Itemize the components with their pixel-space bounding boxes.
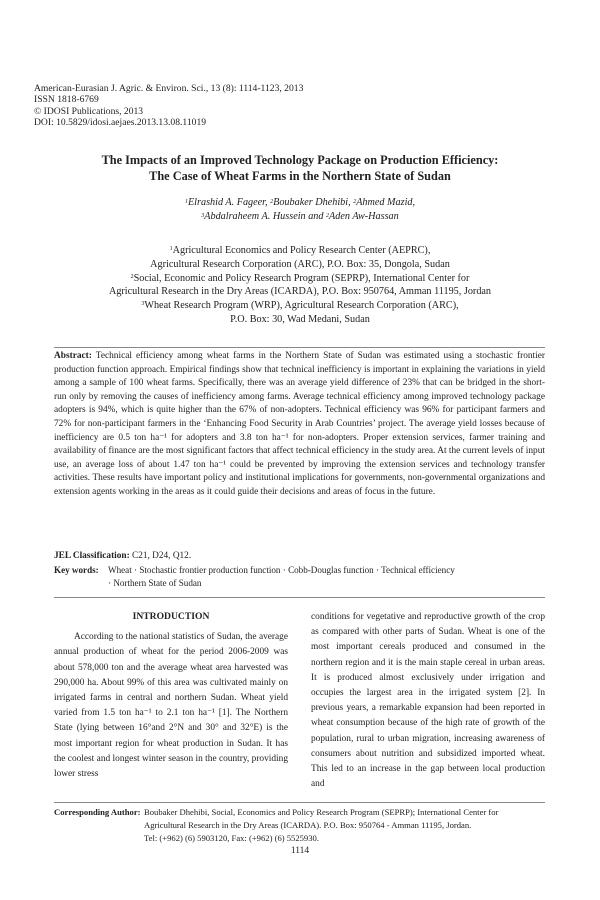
affiliation-line	[40, 285, 560, 299]
title-line-1: The Impacts of an Improved Technology Package on Production Efficiency:	[101, 153, 499, 167]
copyright: © IDOSI Publications, 2013	[34, 105, 144, 117]
affil-mark: 2	[130, 273, 134, 280]
keyword: Cobb-Douglas function	[288, 565, 374, 575]
keyword-separator: ·	[373, 565, 382, 575]
affiliation-line	[40, 272, 560, 286]
abstract-text: Technical efficiency among wheat farms in the Northern State of Sudan was estimated using a stochastic frontier production function approach. Empirical findings show that technical inefficiency is important in explaining the variations in yield among a sample of 100 wheat farms. Specifically, there was an average yield difference of 23% that can be bridged in the short-run only by removing the causes of inefficiency among farms. Average technical efficiency among improved technology package adopters is 94%, which is quite higher than the 67% of non-adopters. Technical efficiency was 96% for participant farmers and 72% for non-participant farmers in the ‘Enhancing Food Security in Arab Countries’ project. The average yield losses because of inefficiency are 0.5 ton ha⁻¹ for adopters and 3.8 ton ha⁻¹ for non-adopters. Proper extension services, farmer training and availability of finance are the most significant factors that affect technical efficiency in the study area. At the current levels of input use, an average loss of about 1.47 ton ha⁻¹ could be prevented by improving the extension services and technology transfer activities. These results have important policy and institutional implications for governments, non-governmental organizations and extension agents working in the areas as it could guide their decisions and areas of focus in the future.	[54, 351, 545, 497]
author-name: Abdalraheem A. Hussein and	[204, 211, 327, 222]
jel-label: JEL Classification:	[54, 551, 130, 561]
keyword: Stochastic frontier production function	[139, 565, 281, 575]
keywords-label: Key words:	[54, 565, 99, 575]
affil-mark: 1	[169, 246, 173, 252]
authors-line-2	[40, 210, 560, 224]
author-name: Boubaker Dhehibi,	[273, 197, 354, 208]
author-list	[40, 196, 560, 224]
keywords-bottom-rule	[54, 597, 545, 598]
journal-metadata	[34, 83, 303, 129]
author-name: Ahmed Mazid,	[356, 197, 416, 208]
corresponding-author-label: Corresponding Author:	[54, 807, 141, 817]
affil-text: Agricultural Research Corporation (ARC), P.O. Box: 35, Dongola, Sudan	[150, 258, 450, 270]
keywords-list	[108, 564, 545, 590]
keyword: Wheat	[108, 565, 132, 575]
corresponding-author-details	[144, 806, 545, 845]
author-affil-mark: 2	[353, 199, 357, 205]
issn: ISSN 1818-6769	[34, 94, 99, 106]
author-affil-mark: 2	[326, 213, 330, 219]
intro-paragraph-left: According to the national statistics of Sudan, the average annual production of wheat for the period 2006-2009 was about 578,000 ton and the average wheat area harvested was 290,000 ha. About 99% of this area was cultivated mainly on irrigated farms in central and northern Sudan. Wheat yield varied from 1.5 ton ha⁻¹ to 2.1 ton ha⁻¹ [1]. The Northern State (lying between 16°and 2°N and 30° and 32°E) is the most important region for wheat production in Sudan. It has the coolest and longest winter season in the country, providing lower stress	[54, 632, 288, 780]
title-line-2: The Case of Wheat Farms in the Northern State of Sudan	[149, 168, 451, 183]
keyword-separator: ·	[280, 565, 289, 575]
doi: DOI: 10.5829/idosi.aejaes.2013.13.08.11019	[34, 117, 207, 129]
affiliation-line	[40, 258, 560, 272]
intro-paragraph-right: conditions for vegetative and reproductive growth of the crop as compared with other parts of Sudan. Wheat is one of the most important cereals produced and consumed in the northern region and it is the main staple cereal in urban areas. It is produced almost exclusively under irrigation and occupies the largest area in the irrigated system [2]. In previous years, a remarkable expansion had been reported in wheat consumption because of the high rate of growth of the population, rural to urban migration, increasing awareness of consumers about nutrition and subsidized imported wheat. This led to an increase in the gap between local production and	[311, 612, 545, 790]
page-number: 1114	[290, 846, 310, 856]
author-name: Elrashid A. Fageer,	[187, 197, 271, 208]
column-left	[54, 609, 288, 782]
authors-line-1	[40, 196, 560, 210]
affil-text: Wheat Research Program (WRP), Agricultural Research Corporation (ARC),	[144, 300, 459, 312]
paper-title	[40, 153, 560, 184]
author-name: Aden Aw-Hassan	[329, 211, 399, 222]
keyword: Technical efficiency	[381, 565, 455, 575]
affil-text: P.O. Box: 30, Wad Medani, Sudan	[230, 313, 370, 325]
footer-line: Boubaker Dhehibi, Social, Economics and Policy Research Program (SEPRP); International Center for	[144, 807, 499, 817]
abstract	[54, 350, 545, 500]
affil-text: Social, Economic and Policy Research Program (SEPRP), International Center for	[133, 272, 470, 284]
footer-rule	[54, 802, 545, 803]
affiliation-line	[40, 313, 560, 327]
affil-text: Agricultural Economics and Policy Research Center (AEPRC),	[172, 245, 431, 256]
affiliation-line	[40, 244, 560, 258]
affiliations	[40, 244, 560, 327]
section-heading-introduction: INTRODUCTION	[132, 611, 210, 622]
keyword-separator: ·	[108, 578, 114, 588]
author-affil-mark: 2	[270, 199, 274, 205]
abstract-label: Abstract:	[54, 351, 92, 361]
footer-line: Tel: (+962) (6) 5903120, Fax: (+962) (6) 5525930.	[144, 833, 319, 843]
abstract-top-rule	[54, 347, 545, 348]
affil-text: Agricultural Research in the Dry Areas (ICARDA), P.O. Box: 950764, Amman 11195, Jordan	[108, 286, 492, 298]
journal-citation: American-Eurasian J. Agric. & Environ. Sci., 13 (8): 1114-1123, 2013	[34, 83, 304, 94]
affil-mark: 3	[141, 301, 145, 308]
keyword: Northern State of Sudan	[113, 578, 202, 588]
jel-classification	[54, 550, 191, 563]
author-affil-mark: 3	[201, 213, 205, 219]
author-affil-mark: 1	[184, 199, 188, 205]
jel-value: C21, D24, Q12.	[129, 551, 192, 561]
footer-line: Agricultural Research in the Dry Areas (ICARDA). P.O. Box: 950764 - Amman 11195, Jordan.	[144, 820, 472, 830]
keyword-separator: ·	[131, 565, 140, 575]
affiliation-line	[40, 299, 560, 313]
column-right	[311, 610, 545, 792]
